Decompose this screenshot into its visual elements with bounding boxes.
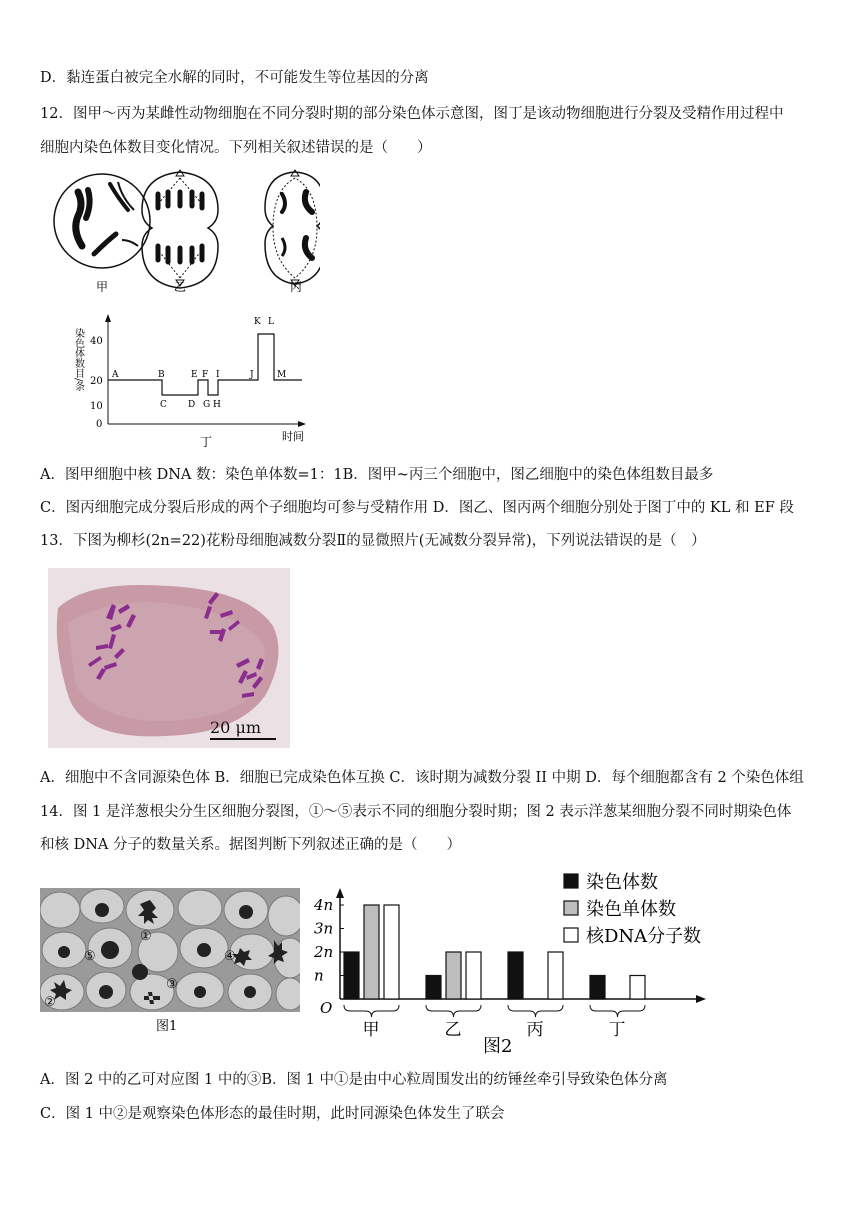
fig2-legend-swatch-1 (564, 901, 578, 915)
ding-pt-G: G (203, 400, 211, 410)
fig2-brace-2 (508, 1005, 563, 1017)
q13-stem: 13．下图为柳杉(2n=22)花粉母细胞减数分裂Ⅱ的显微照片(无减数分裂异常)，下列说法错误的是（ ） (40, 533, 706, 549)
cells-label-yi: 乙 (174, 280, 187, 294)
ding-ytick-40: 40 (90, 336, 103, 347)
fig2-brace-1 (426, 1005, 481, 1017)
fig2-bar-0-2 (384, 905, 399, 999)
cells-label-bing: 丙 (290, 280, 303, 294)
fig2-caption: 图2 (483, 1036, 513, 1057)
fig2-cat-3: 丁 (608, 1020, 626, 1040)
fig2-bar-0-1 (364, 905, 379, 999)
ding-pt-J: J (250, 370, 254, 380)
ding-pt-A: A (112, 370, 119, 380)
ding-pt-M: M (277, 370, 287, 380)
fig1-marker-2: ② (44, 995, 56, 1010)
micrograph (48, 568, 290, 748)
scale-bar-label: 20 μm (210, 718, 262, 737)
fig2-cat-0: 甲 (362, 1020, 380, 1040)
fig2-legend-label-2: 核DNA分子数 (586, 926, 702, 947)
fig2-ytick-0: 4n (314, 896, 334, 914)
q14-option-c: C．图 1 中②是观察染色体形态的最佳时期，此时同源染色体发生了联会 (40, 1106, 505, 1122)
ding-pt-B: B (158, 370, 165, 380)
q13-options: A．细胞中不含同源染色体 B．细胞已完成染色体互换 C．该时期为减数分裂 II 中期 D．每个细胞都含有 2 个染色体组 (40, 770, 804, 786)
fig2-ytick-2: 2n (314, 943, 334, 961)
fig2-legend (564, 872, 701, 947)
fig1-marker-4: ④ (224, 949, 236, 964)
fig1-marker-3: ③ (166, 977, 178, 992)
fig2-legend-label-0: 染色体数 (586, 872, 658, 893)
fig2-bar-3-2 (630, 976, 645, 1000)
ding-pt-I: I (216, 370, 220, 380)
q14-stem-line1: 14．图 1 是洋葱根尖分生区细胞分裂图，①～⑤表示不同的细胞分裂时期；图 2 表示洋葱某细胞分裂不同时期染色体 (40, 804, 792, 820)
ding-ytick-0: 0 (96, 419, 103, 430)
fig2-bar-2-2 (548, 952, 563, 999)
cells-figure (50, 164, 320, 299)
fig2-ytick-3: n (314, 966, 324, 985)
fig2-ytick-1: 3n (314, 919, 334, 938)
fig2-bar-2-0 (508, 952, 523, 999)
fig2-brace-0 (344, 1005, 399, 1017)
fig1-micrograph (40, 888, 300, 1036)
q14-options-ab: A．图 2 中的乙可对应图 1 中的③B．图 1 中①是由中心粒周围发出的纺锤丝牵引导致染色体分离 (40, 1072, 668, 1088)
ding-ytick-10: 10 (90, 401, 103, 412)
ding-pt-E: E (191, 370, 198, 380)
ding-ytick-20: 20 (90, 376, 103, 387)
cells-label-jia: 甲 (96, 280, 109, 294)
fig2-ytick-4: O (320, 999, 333, 1017)
ding-ylabel: 染色体数目/条 (72, 328, 84, 392)
ding-pt-K: K (254, 317, 261, 327)
q12-stem-line2: 细胞内染色体数目变化情况。下列相关叙述错误的是（ ） (40, 140, 432, 156)
fig2-bar-1-1 (446, 952, 461, 999)
q12-options-ab: A．图甲细胞中核 DNA 数：染色单体数=1：1B．图甲~丙三个细胞中，图乙细胞中的染色体组数目最多 (40, 467, 714, 483)
fig2-bar-0-0 (344, 952, 359, 999)
q11-option-d: D．黏连蛋白被完全水解的同时，不可能发生等位基因的分离 (40, 70, 429, 86)
fig1-caption: 图1 (156, 1019, 178, 1034)
fig2-legend-label-1: 染色单体数 (586, 899, 676, 920)
ding-caption: 丁 (200, 435, 213, 449)
fig2-legend-swatch-0 (564, 874, 578, 888)
ding-pt-C: C (160, 400, 167, 410)
fig2-cat-2: 丙 (526, 1020, 544, 1040)
ding-pt-H: H (213, 400, 221, 410)
q12-options-cd: C．图丙细胞完成分裂后形成的两个子细胞均可参与受精作用 D．图乙、图丙两个细胞分别处于图丁中的 KL 和 EF 段 (40, 500, 794, 516)
fig2-bar-1-0 (426, 976, 441, 1000)
fig2-cat-1: 乙 (444, 1020, 462, 1040)
fig2-bar-chart (306, 866, 716, 1058)
fig2-bar-3-0 (590, 976, 605, 1000)
q12-stem-line1: 12．图甲～丙为某雌性动物细胞在不同分裂时期的部分染色体示意图，图丁是该动物细胞进行分裂及受精作用过程中 (40, 106, 784, 122)
ding-pt-D: D (188, 400, 196, 410)
ding-pt-L: L (268, 317, 274, 327)
ding-pt-F: F (202, 370, 209, 380)
fig1-marker-5: ⑤ (84, 949, 96, 964)
fig1-marker-1: ① (140, 929, 152, 944)
fig2-brace-3 (590, 1005, 645, 1017)
fig2-legend-swatch-2 (564, 928, 578, 942)
fig2-bar-1-2 (466, 952, 481, 999)
q14-stem-line2: 和核 DNA 分子的数量关系。据图判断下列叙述正确的是（ ） (40, 837, 462, 853)
fig2-categories (344, 1005, 645, 1040)
ding-chart (70, 308, 320, 450)
ding-xlabel: 时间 (282, 430, 304, 443)
